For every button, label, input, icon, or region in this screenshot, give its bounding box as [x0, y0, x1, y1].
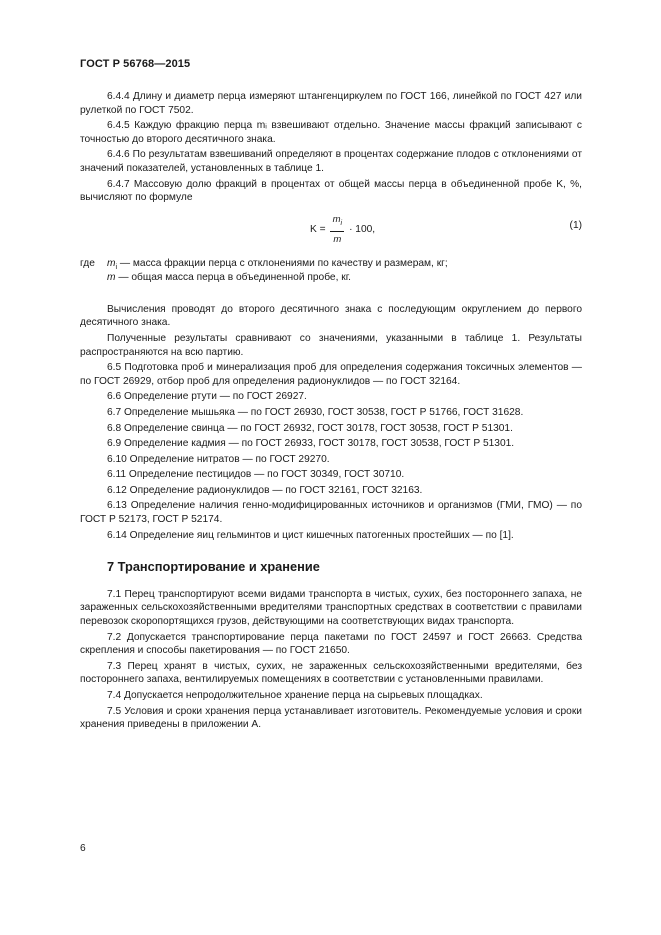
formula-rhs: · 100,	[349, 223, 376, 235]
formula-numerator: m	[332, 213, 341, 225]
legend-label: где	[80, 257, 95, 269]
paragraph-6-13: 6.13 Определение наличия генно-модифицированных источников и организмов (ГМИ, ГМО) — по ГОСТ Р 52173, ГОСТ Р 52174.	[80, 500, 582, 526]
formula-denominator: m	[330, 231, 344, 247]
formula-fraction	[330, 213, 345, 247]
paragraph-6-4-7: 6.4.7 Массовую долю фракций в процентах от общей массы перца в объединенной пробе K, %, вычисляют по формуле	[80, 178, 582, 204]
paragraph-7-1: 7.1 Перец транспортируют всеми видами транспорта в чистых, сухих, без постороннего запаха, не зараженных сельскохозяйственными вредителями транспортных средствах в соответствии с правилами перевозок скоропортящихся грузов, действующими на соответствующих видах транспорта.	[80, 588, 582, 628]
legend-var-m: m	[107, 271, 116, 283]
paragraph-6-8: 6.8 Определение свинца — по ГОСТ 26932, ГОСТ 30178, ГОСТ 30538, ГОСТ Р 51301.	[107, 422, 513, 434]
paragraph-6-12: 6.12 Определение радионуклидов — по ГОСТ 32161, ГОСТ 32163.	[107, 484, 423, 496]
paragraph-7-3: 7.3 Перец хранят в чистых, сухих, не зараженных сельскохозяйственными вредителями, без постороннего запаха, вентилируемых помещениях в соответствии с установленными правилами.	[80, 660, 582, 686]
formula-numerator-sub: i	[340, 219, 343, 227]
section-7-title: 7 Транспортирование и хранение	[107, 559, 320, 575]
paragraph-6-4-4: 6.4.4 Длину и диаметр перца измеряют штангенциркулем по ГОСТ 166, линейкой по ГОСТ 427 или рулеткой по ГОСТ 7502.	[80, 91, 582, 116]
paragraph-6-11: 6.11 Определение пестицидов — по ГОСТ 30349, ГОСТ 30710.	[107, 469, 405, 481]
paragraph-6-4-6: 6.4.6 По результатам взвешиваний определяют в процентах содержание плодов с отклонениями от значений показателей, установленных в таблице 1.	[80, 149, 582, 174]
paragraph-6-5: 6.5 Подготовка проб и минерализация проб для определения содержания токсичных элементов — по ГОСТ 26929, отбор проб для определения радионуклидов — по ГОСТ 32164.	[80, 362, 582, 387]
paragraph-6-6: 6.6 Определение ртути — по ГОСТ 26927.	[107, 391, 307, 403]
paragraph-7-2: 7.2 Допускается транспортирование перца пакетами по ГОСТ 24597 и ГОСТ 26663. Средства скрепления и способы пакетирования — по ГОСТ 21650.	[80, 631, 582, 657]
page-number: 6	[80, 843, 86, 854]
formula-legend	[80, 257, 582, 287]
paragraph-6-10: 6.10 Определение нитратов — по ГОСТ 29270.	[107, 453, 330, 465]
page-content	[80, 90, 582, 734]
paragraph-6-4-5: 6.4.5 Каждую фракцию перца mᵢ взвешивают отдельно. Значение массы фракций записывают с точностью до второго десятичного знака.	[80, 120, 582, 145]
legend-var-mi-sub: i	[115, 263, 118, 271]
legend-var-mi: m	[107, 257, 116, 269]
legend-text-mi: — масса фракции перца с отклонениями по качеству и размерам, кг;	[117, 257, 448, 269]
paragraph-calc: Вычисления проводят до второго десятичного знака с последующим округлением до первого десятичного знака.	[80, 303, 582, 329]
paragraph-6-7: 6.7 Определение мышьяка — по ГОСТ 26930, ГОСТ 30538, ГОСТ Р 51766, ГОСТ 31628.	[107, 406, 524, 418]
paragraph-results: Полученные результаты сравнивают со значениями, указанными в таблице 1. Результаты распространяются на всю партию.	[80, 332, 582, 358]
document-header: ГОСТ Р 56768—2015	[80, 58, 191, 70]
formula-number: (1)	[569, 219, 582, 231]
formula-1	[80, 207, 582, 251]
legend-line-m	[107, 271, 351, 285]
paragraph-6-14: 6.14 Определение яиц гельминтов и цист кишечных патогенных простейших — по [1].	[107, 529, 514, 541]
paragraph-7-5: 7.5 Условия и сроки хранения перца устанавливает изготовитель. Рекомендуемые условия и сроки хранения приведены в приложении А.	[80, 705, 582, 731]
paragraph-6-9: 6.9 Определение кадмия — по ГОСТ 26933, ГОСТ 30178, ГОСТ 30538, ГОСТ Р 51301.	[107, 438, 515, 450]
legend-text-m: — общая масса перца в объединенной пробе, кг.	[115, 271, 352, 283]
paragraph-7-4: 7.4 Допускается непродолжительное хранение перца на сырьевых площадках.	[107, 690, 483, 701]
formula-lhs: K =	[310, 223, 326, 235]
